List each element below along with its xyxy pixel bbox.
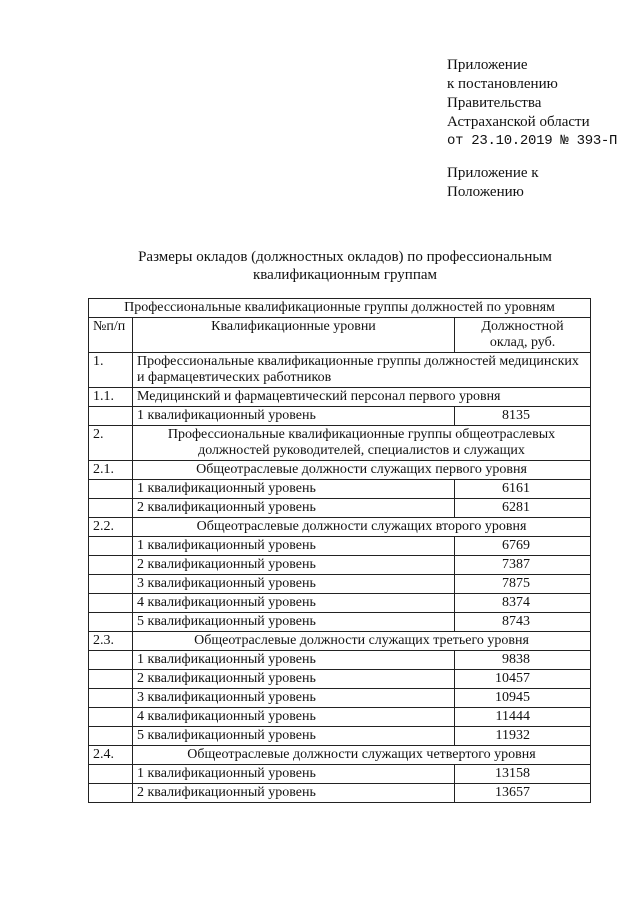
group-row [89,461,591,480]
group-num: 1.1. [89,388,133,407]
row-num-empty [89,480,133,499]
resolution-date-number: от 23.10.2019 № 393-П [447,133,618,149]
group-row [89,632,591,651]
group-title: Общеотраслевые должности служащих первого уровня [133,461,591,480]
row-num-empty [89,727,133,746]
annex-line: Астраханской области [447,114,590,130]
row-level: 5 квалификационный уровень [133,613,455,632]
row-level: 1 квалификационный уровень [133,765,455,784]
group-num: 2.4. [89,746,133,765]
title-line: Размеры окладов (должностных окладов) по профессиональным [138,249,552,265]
group-title: Медицинский и фармацевтический персонал первого уровня [133,388,591,407]
row-level: 2 квалификационный уровень [133,670,455,689]
column-header-salary-line: Должностной [481,319,564,334]
group-title: Общеотраслевые должности служащих третьего уровня [133,632,591,651]
table-row [89,594,591,613]
table-row [89,727,591,746]
table-row [89,575,591,594]
table-row [89,708,591,727]
table-top-header: Профессиональные квалификационные группы должностей по уровням [89,299,591,318]
row-num-empty [89,575,133,594]
section-row [89,353,591,388]
table-row [89,689,591,708]
row-salary: 11444 [455,708,591,727]
row-salary: 8374 [455,594,591,613]
group-row [89,388,591,407]
row-num-empty [89,765,133,784]
row-level: 3 квалификационный уровень [133,575,455,594]
group-title: Общеотраслевые должности служащих четвертого уровня [133,746,591,765]
table-top-header-row [89,299,591,318]
table-row [89,651,591,670]
row-num-empty [89,407,133,426]
row-num-empty [89,708,133,727]
table-row [89,613,591,632]
annex-line: Приложение к [447,165,539,181]
row-level: 4 квалификационный уровень [133,708,455,727]
row-salary: 8743 [455,613,591,632]
table-row [89,670,591,689]
row-salary: 6161 [455,480,591,499]
row-salary: 6281 [455,499,591,518]
table-row [89,556,591,575]
document-title [100,248,590,284]
column-header-level: Квалификационные уровни [133,318,455,353]
row-level: 2 квалификационный уровень [133,784,455,803]
section-row [89,426,591,461]
annex-line: Правительства [447,95,542,111]
row-salary: 7875 [455,575,591,594]
row-level: 1 квалификационный уровень [133,407,455,426]
row-level: 3 квалификационный уровень [133,689,455,708]
table-row [89,499,591,518]
table-column-header-row [89,318,591,353]
row-num-empty [89,670,133,689]
annex-to-regulation-block [447,164,539,202]
group-num: 2.2. [89,518,133,537]
group-num: 2.1. [89,461,133,480]
table-row [89,784,591,803]
row-salary: 10457 [455,670,591,689]
salary-table [88,298,591,803]
row-salary: 11932 [455,727,591,746]
group-num: 2.3. [89,632,133,651]
group-title: Общеотраслевые должности служащих второго уровня [133,518,591,537]
group-row [89,746,591,765]
title-line: квалификационным группам [252,267,438,283]
salary-table-body [89,299,591,803]
group-row [89,518,591,537]
row-level: 2 квалификационный уровень [133,556,455,575]
section-num: 1. [89,353,133,388]
table-row [89,765,591,784]
table-row [89,480,591,499]
row-level: 2 квалификационный уровень [133,499,455,518]
column-header-num: №п/п [89,318,133,353]
row-level: 4 квалификационный уровень [133,594,455,613]
row-level: 1 квалификационный уровень [133,651,455,670]
row-level: 1 квалификационный уровень [133,480,455,499]
section-title: Профессиональные квалификационные группы должностей медицинских и фармацевтических работников [133,353,591,388]
row-salary: 8135 [455,407,591,426]
annex-line: к постановлению [447,76,558,92]
annex-line: Приложение [447,57,528,73]
section-num: 2. [89,426,133,461]
section-title: Профессиональные квалификационные группы общеотраслевых должностей руководителей, специалистов и служащих [133,426,591,461]
column-header-salary [455,318,591,353]
row-num-empty [89,594,133,613]
row-level: 1 квалификационный уровень [133,537,455,556]
table-row [89,537,591,556]
row-salary: 6769 [455,537,591,556]
row-salary: 10945 [455,689,591,708]
row-salary: 7387 [455,556,591,575]
table-row [89,407,591,426]
row-num-empty [89,784,133,803]
annex-block [447,56,617,151]
row-level: 5 квалификационный уровень [133,727,455,746]
row-salary: 13657 [455,784,591,803]
row-num-empty [89,556,133,575]
annex-line: Положению [447,184,524,200]
row-salary: 13158 [455,765,591,784]
row-num-empty [89,613,133,632]
row-num-empty [89,499,133,518]
row-num-empty [89,651,133,670]
row-num-empty [89,689,133,708]
column-header-salary-line: оклад, руб. [489,335,556,350]
row-salary: 9838 [455,651,591,670]
row-num-empty [89,537,133,556]
